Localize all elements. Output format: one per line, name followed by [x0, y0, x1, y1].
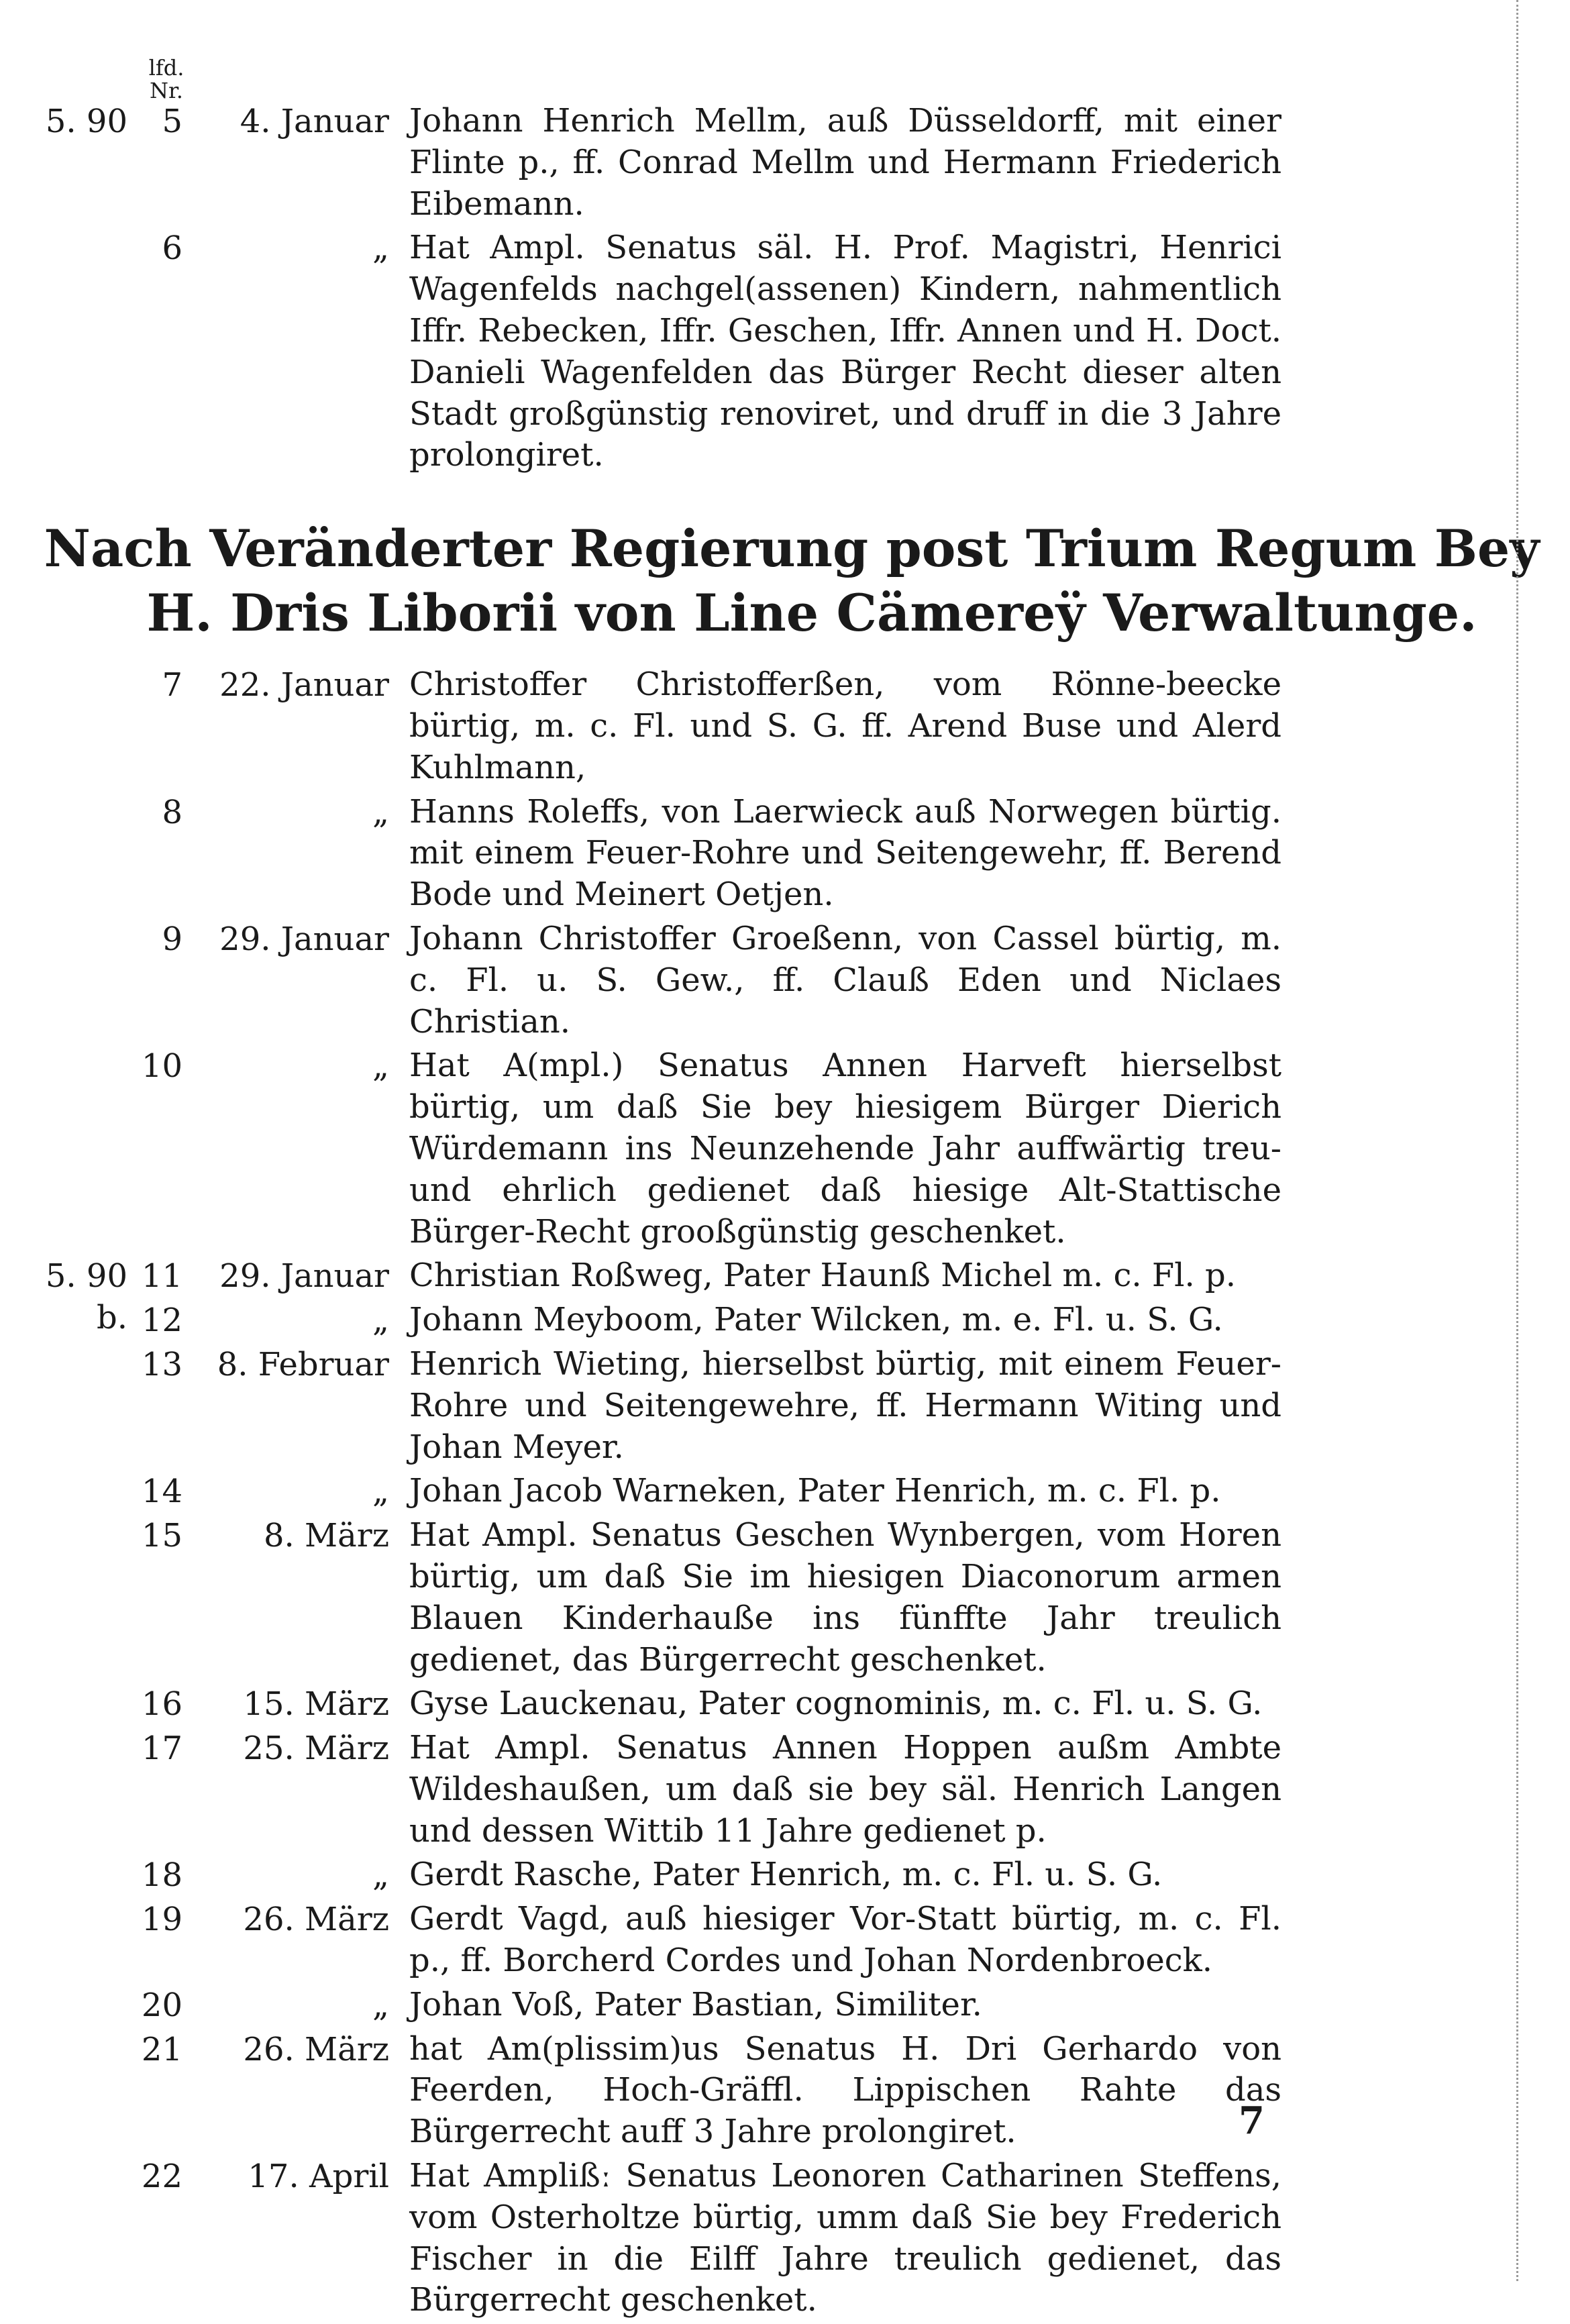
entry-text: Johann Henrich Mellm, auß Düsseldorff, mit einer Flinte p., ff. Conrad Mellm und Hermann Friederich Eibemann. — [409, 102, 1281, 223]
entry-text: Hat Ampl. Senatus Annen Hoppen außm Ambte Wildeshaußen, um daß sie bey säl. Henrich Langen und dessen Wittib 11 Jahre gedienet p. — [409, 1729, 1281, 1850]
register-entry — [0, 227, 1570, 476]
register-entry — [0, 101, 1570, 225]
entry-date: 26. März — [243, 2030, 389, 2068]
column-label-line1: lfd. — [148, 55, 185, 81]
entry-number: 17 — [141, 1730, 182, 1768]
entry-date: 15. März — [243, 1685, 389, 1724]
register-entry — [0, 792, 1570, 916]
entry-number: 6 — [162, 229, 182, 268]
entry-text: Gyse Lauckenau, Pater cognominis, m. c. Fl. u. S. G. — [409, 1685, 1263, 1723]
entry-reference: 5. 90 b. — [45, 1257, 127, 1337]
entry-text: Johan Voß, Pater Bastian, Similiter. — [409, 1985, 982, 2023]
register-entry — [0, 1899, 1570, 1982]
entry-text: Hat Amplißː Senatus Leonoren Catharinen Steffens, vom Osterholtze bürtig, umm daß Sie bey Frederich Fischer in die Eilff Jahre treulich gedienet, das Bürgerrecht geschenket. — [409, 2157, 1281, 2319]
entry-text: Hat Ampl. Senatus säl. H. Prof. Magistri, Henrici Wagenfelds nachgel(assenen) Kindern, nahmentlich Iffr. Rebecken, Iffr. Geschen, Iffr. Annen und H. Doct. Danieli Wagenfelden das Bürger Recht dieser alten Stadt großgünstig renoviret, und druff in die 3 Jahre prolongiret. — [409, 229, 1281, 474]
entry-date: 22. Januar — [219, 666, 389, 704]
entry-date: 8. März — [263, 1517, 389, 1555]
entry-date: „ — [372, 1302, 389, 1340]
entry-number: 13 — [141, 1345, 182, 1383]
entry-date: 29. Januar — [219, 1257, 389, 1296]
register-entry — [0, 1471, 1570, 1512]
entry-number: 10 — [141, 1047, 182, 1086]
entry-number: 19 — [141, 1901, 182, 1939]
entry-number: 9 — [162, 920, 182, 958]
entry-number: 22 — [141, 2158, 182, 2196]
section-heading-line1: Nach Veränderter Regierung post Trium Regum Bey — [44, 519, 1540, 579]
register-entry — [0, 1344, 1570, 1468]
entry-date: 26. März — [243, 1901, 389, 1939]
entry-text: Henrich Wieting, hierselbst bürtig, mit einem Feuer-Rohre und Seitengewehre, ff. Hermann Witing und Johan Meyer. — [409, 1344, 1281, 1466]
register-entry — [0, 1985, 1570, 2026]
entry-number: 5 — [162, 103, 182, 140]
register-entry — [0, 2029, 1570, 2153]
entry-text: Hanns Roleffs, von Laerwieck auß Norwegen bürtig. mit einem Feuer-Rohre und Seitengewehr, ff. Berend Bode und Meinert Oetjen. — [409, 792, 1281, 914]
register-entry — [0, 1515, 1570, 1681]
entry-number: 20 — [141, 1986, 182, 2024]
page-edge-shadow — [1516, 0, 1570, 2281]
entry-date: 29. Januar — [219, 920, 389, 958]
register-entry — [0, 1300, 1570, 1341]
entry-number: 21 — [141, 2030, 182, 2068]
entry-text: Johann Christoffer Groeßenn, von Cassel bürtig, m. c. Fl. u. S. Gew., ff. Clauß Eden und Niclaes Christian. — [409, 919, 1281, 1041]
entry-date: „ — [372, 1856, 389, 1895]
entry-text: Christoffer Christofferßen, vom Rönne-beecke bürtig, m. c. Fl. und S. G. ff. Arend Buse und Alerd Kuhlmann, — [409, 666, 1281, 786]
register-entry — [0, 2156, 1570, 2321]
entry-text: Johann Meyboom, Pater Wilcken, m. e. Fl. u. S. G. — [409, 1301, 1223, 1339]
entry-date: „ — [372, 229, 389, 268]
register-entry — [0, 1683, 1570, 1725]
entry-number: 11 — [141, 1257, 182, 1296]
section-heading-line2: H. Dris Liborii von Line Cämereÿ Verwaltunge. — [146, 583, 1477, 643]
entry-number: 14 — [141, 1473, 182, 1511]
entry-date: „ — [372, 793, 389, 831]
entry-reference: 5. 90 — [45, 103, 127, 140]
register-entry — [0, 918, 1570, 1043]
entry-date: 4. Januar — [240, 103, 389, 140]
entry-date: 8. Februar — [217, 1345, 389, 1383]
register-entry — [0, 664, 1570, 788]
entry-date: „ — [372, 1986, 389, 2024]
column-label-line2: Nr. — [150, 78, 183, 103]
entry-date: 17. April — [248, 2158, 389, 2196]
entry-number: 18 — [141, 1856, 182, 1895]
entry-number: 16 — [141, 1685, 182, 1724]
register-entry — [0, 1854, 1570, 1896]
register-entry — [0, 1728, 1570, 1852]
section-heading — [0, 517, 1570, 645]
column-label — [146, 56, 187, 102]
entry-text: Gerdt Rasche, Pater Henrich, m. c. Fl. u. S. G. — [409, 1856, 1163, 1894]
entry-number: 15 — [141, 1517, 182, 1555]
entry-text: Gerdt Vagd, auß hiesiger Vor-Statt bürtig, m. c. Fl. p., ff. Borcherd Cordes und Johan Nordenbroeck. — [409, 1900, 1281, 1980]
entry-text: Christian Roßweg, Pater Haunß Michel m. c. Fl. p. — [409, 1257, 1237, 1295]
register-entry — [0, 1045, 1570, 1253]
entry-date: 25. März — [243, 1730, 389, 1768]
entry-number: 7 — [162, 666, 182, 704]
entry-text: hat Am(plissim)us Senatus H. Dri Gerhardo von Feerden, Hoch-Gräffl. Lippischen Rahte das Bürgerrecht auff 3 Jahre prolongiret. — [409, 2029, 1281, 2151]
entry-text: Hat A(mpl.) Senatus Annen Harveft hierselbst bürtig, um daß Sie bey hiesigem Bürger Dierich Würdemann ins Neunzehende Jahr auffwärtig treu- und ehrlich gedienet daß hiesige Alt-Stattische Bürger-Recht grooßgünstig geschenket. — [409, 1047, 1281, 1251]
entry-text: Johan Jacob Warneken, Pater Henrich, m. c. Fl. p. — [409, 1472, 1221, 1510]
register-entries — [0, 101, 1570, 2324]
entry-date: „ — [372, 1047, 389, 1086]
entry-text: Hat Ampl. Senatus Geschen Wynbergen, vom Horen bürtig, um daß Sie im hiesigen Diaconorum armen Blauen Kinderhauße ins fünffte Jahr treulich gedienet, das Bürgerrecht geschenket. — [409, 1516, 1281, 1679]
entry-number: 12 — [141, 1302, 182, 1340]
page-number: 7 — [1239, 2099, 1265, 2143]
entry-date: „ — [372, 1473, 389, 1511]
entry-number: 8 — [162, 793, 182, 831]
